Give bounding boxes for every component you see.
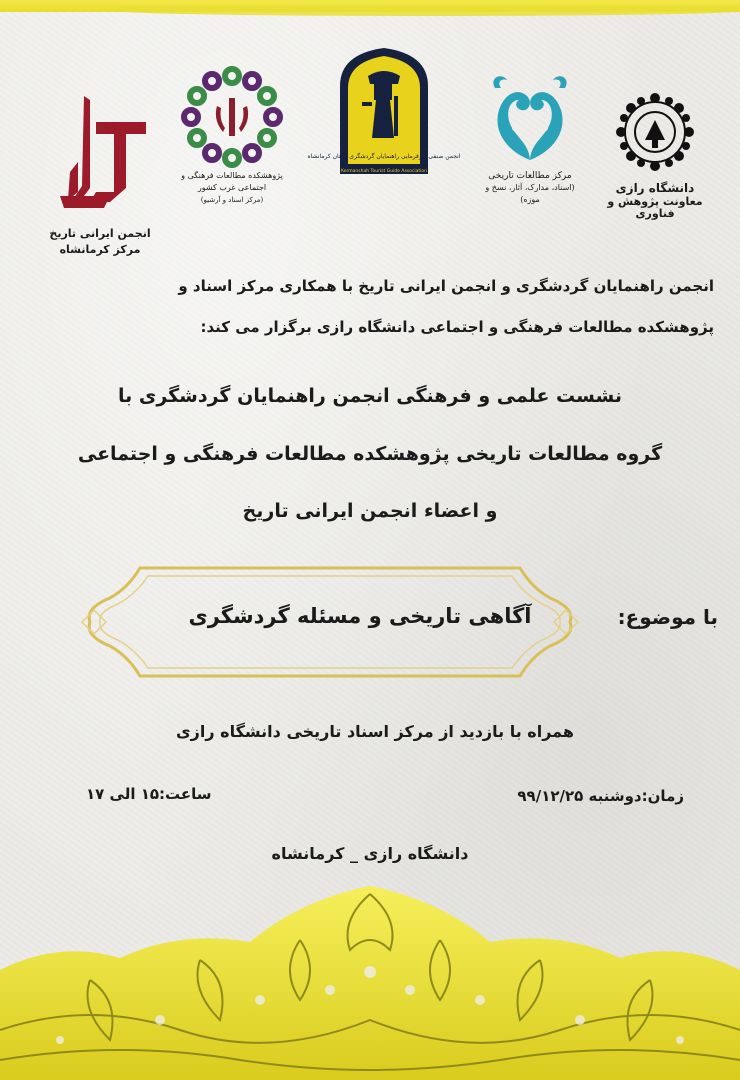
subject-title: آگاهی تاریخی و مسئله گردشگری bbox=[188, 604, 532, 628]
intro-line-2: پژوهشکده مطالعات فرهنگی و اجتماعی دانشگاه رازی برگزار می کند: bbox=[200, 318, 714, 336]
event-title-line-2: گروه مطالعات تاریخی پژوهشکده مطالعات فرهنگی و اجتماعی bbox=[77, 443, 663, 465]
guides-caption: انجمن صنفی کارفرمایی راهنمایان گردشگری استان کرمانشاه bbox=[307, 153, 461, 160]
intro-line-1: انجمن راهنمایان گردشگری و انجمن ایرانی تاریخ با همکاری مرکز اسناد و bbox=[178, 277, 714, 295]
visit-note: همراه با بازدید از مرکز اسناد تاریخی دانشگاه رازی bbox=[175, 722, 574, 741]
research-caption-2: (مرکز اسناد و آرشیو) bbox=[200, 196, 264, 204]
event-title-line-1: نشست علمی و فرهنگی انجمن راهنمایان گردشگری با bbox=[118, 385, 622, 407]
top-decorative-band bbox=[0, 0, 740, 12]
tourist-guides-association-logo bbox=[307, 46, 461, 180]
iranian-history-association-icon bbox=[50, 92, 150, 222]
research-institute-logo bbox=[180, 68, 284, 206]
subject-label: با موضوع: bbox=[617, 605, 718, 629]
razi-university-title: دانشگاه رازی bbox=[615, 181, 695, 195]
event-time: ساعت:۱۵ الی ۱۷ bbox=[86, 785, 212, 803]
event-venue: دانشگاه رازی _ کرمانشاه bbox=[271, 844, 469, 863]
event-date: زمان:دوشنبه ۹۹/۱۲/۲۵ bbox=[517, 787, 684, 805]
research-caption-1: پژوهشکده مطالعات فرهنگی و اجتماعی غرب کشور bbox=[181, 171, 283, 192]
research-institute-icon bbox=[183, 68, 281, 166]
guides-caption-en: Kermanshah Tourist Guide Association bbox=[341, 169, 427, 174]
tourist-guides-icon bbox=[307, 46, 461, 176]
history-caption-2: مرکز کرمانشاه bbox=[59, 243, 141, 256]
razi-university-subtitle: معاونت پژوهش و فناوری bbox=[607, 195, 703, 220]
razi-university-icon bbox=[615, 92, 695, 176]
iranian-history-association-logo bbox=[44, 92, 156, 258]
bottom-ornament bbox=[0, 880, 740, 1080]
historical-studies-center-logo bbox=[482, 70, 578, 206]
heritage-paisley-icon bbox=[485, 70, 575, 166]
history-caption-1: انجمن ایرانی تاریخ bbox=[49, 227, 151, 240]
razi-university-logo bbox=[600, 92, 710, 220]
heritage-caption-1: مرکز مطالعات تاریخی bbox=[488, 171, 572, 181]
event-title-line-3: و اعضاء انجمن ایرانی تاریخ bbox=[242, 500, 498, 522]
heritage-caption-2: (اسناد، مدارک، آثار، نسخ و موزه) bbox=[485, 183, 575, 204]
